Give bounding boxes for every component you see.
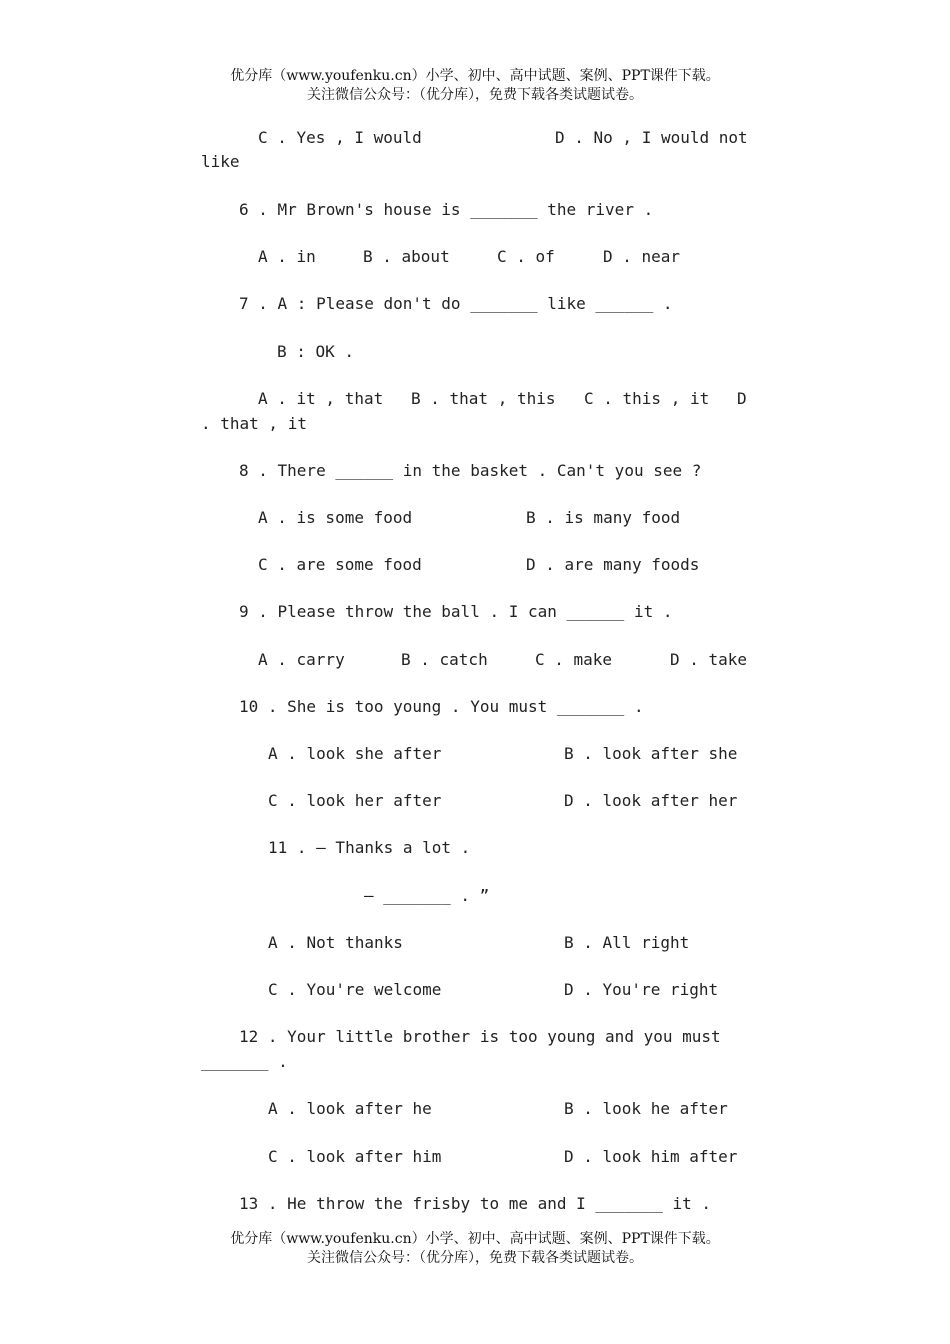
q5-option-d: D . No , I would not (555, 128, 748, 147)
q10-option-c: C . look her after (268, 791, 442, 810)
q11-option-a: A . Not thanks (268, 933, 403, 952)
q12-option-a: A . look after he (268, 1099, 432, 1118)
q10-option-b: B . look after she (564, 744, 738, 763)
q12-option-b: B . look he after (564, 1099, 728, 1118)
q5-option-c: C . Yes , I would (258, 128, 422, 147)
q11-option-b: B . All right (564, 933, 690, 952)
question-6: 6 . Mr Brown's house is _______ the river . (239, 200, 654, 219)
q8-option-a: A . is some food (258, 508, 413, 527)
q7-reply: B : OK . (277, 342, 355, 361)
q10-option-a: A . look she after (268, 744, 442, 763)
q5-option-d-wrap: like (201, 152, 240, 171)
q9-option-d: D . take (670, 650, 748, 669)
q9-option-b: B . catch (401, 650, 488, 669)
q12-option-c: C . look after him (268, 1147, 442, 1166)
q7-option-d-label: D (737, 389, 747, 408)
question-7: 7 . A : Please don't do _______ like ______ . (239, 294, 673, 313)
q10-option-d: D . look after her (564, 791, 738, 810)
q7-option-d: . that , it (201, 414, 307, 433)
q6-option-d: D . near (603, 247, 681, 266)
q6-option-b: B . about (363, 247, 450, 266)
header-line-2: 关注微信公众号：（优分库），免费下载各类试题试卷。 (307, 87, 643, 103)
header-line-1: 优分库（www.youfenku.cn）小学、初中、高中试题、案例、PPT课件下载。 (230, 68, 720, 84)
question-10: 10 . She is too young . You must _______ . (239, 697, 644, 716)
q6-option-c: C . of (497, 247, 555, 266)
q12-option-d: D . look him after (564, 1147, 738, 1166)
question-12: 12 . Your little brother is too young and you must (239, 1027, 721, 1046)
question-9: 9 . Please throw the ball . I can ______ it . (239, 602, 673, 621)
question-12-wrap: _______ . (201, 1052, 288, 1071)
q9-option-a: A . carry (258, 650, 345, 669)
question-8: 8 . There ______ in the basket . Can't you see ? (239, 461, 702, 480)
q6-option-a: A . in (258, 247, 316, 266)
q11-reply: — _______ . ” (364, 886, 490, 905)
q7-option-a: A . it , that (258, 389, 384, 408)
q7-option-c: C . this , it (584, 389, 710, 408)
q8-option-c: C . are some food (258, 555, 422, 574)
question-13: 13 . He throw the frisby to me and I _______ it . (239, 1194, 712, 1213)
q9-option-c: C . make (535, 650, 613, 669)
footer-line-2: 关注微信公众号：（优分库），免费下载各类试题试卷。 (307, 1250, 643, 1266)
q11-option-c: C . You're welcome (268, 980, 442, 999)
q8-option-d: D . are many foods (526, 555, 700, 574)
q7-option-b: B . that , this (411, 389, 556, 408)
footer-line-1: 优分库（www.youfenku.cn）小学、初中、高中试题、案例、PPT课件下载。 (230, 1231, 720, 1247)
q11-option-d: D . You're right (564, 980, 719, 999)
question-11: 11 . — Thanks a lot . (268, 838, 471, 857)
q8-option-b: B . is many food (526, 508, 681, 527)
